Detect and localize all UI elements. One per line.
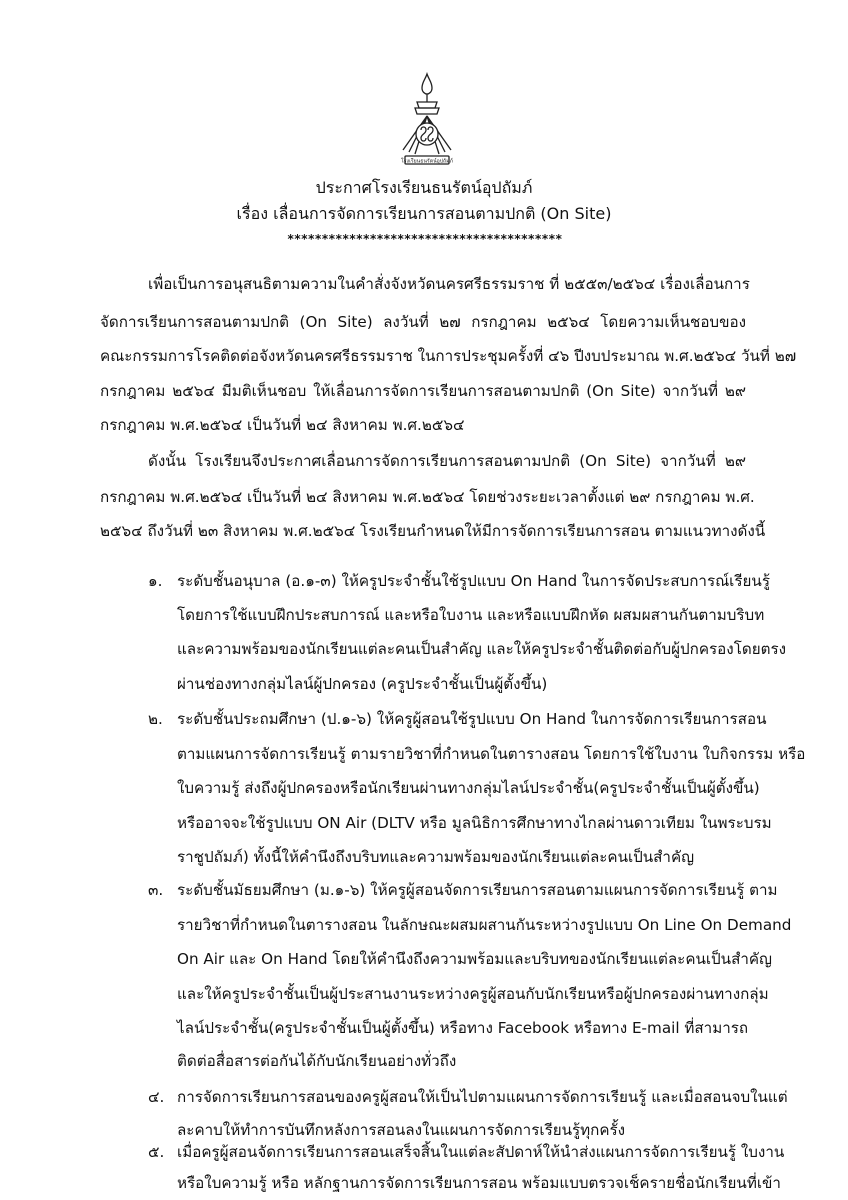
item-line: ระดับชั้นมัธยมศึกษา (ม.๑-๖) ให้ครูผู้สอนจัดการเรียนการสอนตามแผนการจัดการเรียนรู้ ตาม bbox=[177, 881, 778, 899]
item-line: และความพร้อมของนักเรียนแต่ละคนเป็นสำคัญ และให้ครูประจำชั้นติดต่อกับผู้ปกครองโดยตรง bbox=[177, 640, 787, 658]
item-line: ไลน์ประจำชั้น(ครูประจำชั้นเป็นผู้ตั้งขึ้น) หรือทาง Facebook หรือทาง E-mail ที่สามารถ bbox=[177, 1019, 749, 1037]
school-seal-icon bbox=[395, 72, 459, 174]
paragraph-1-line: จัดการเรียนการสอนตามปกติ (On Site) ลงวันที่ ๒๗ กรกฎาคม ๒๕๖๔ โดยความเห็นชอบของ bbox=[100, 313, 746, 331]
announcement-title: ประกาศโรงเรียนธนรัตน์อุปถัมภ์ bbox=[315, 178, 533, 197]
item-line: ตามแผนการจัดการเรียนรู้ ตามรายวิชาที่กำหนดในตารางสอน โดยการใช้ใบงาน ใบกิจกรรม หรือ bbox=[177, 745, 806, 763]
item-line: หรือใบความรู้ หรือ หลักฐานการจัดการเรียนการสอน พร้อมแบบตรวจเช็ครายชื่อนักเรียนที่เข้า bbox=[177, 1174, 781, 1192]
item-number: ๒. bbox=[148, 710, 163, 728]
paragraph-2-line: กรกฎาคม พ.ศ.๒๕๖๔ เป็นวันที่ ๒๔ สิงหาคม พ.ศ.๒๕๖๔ โดยช่วงระยะเวลาตั้งแต่ ๒๙ กรกฎาคม พ.ศ. bbox=[100, 488, 755, 506]
item-line: On Air และ On Hand โดยให้คำนึงถึงความพร้อมและบริบทของนักเรียนแต่ละคนเป็นสำคัญ bbox=[177, 950, 772, 968]
item-line: โดยการใช้แบบฝึกประสบการณ์ และหรือใบงาน และหรือแบบฝึกหัด ผสมผสานกันตามบริบท bbox=[177, 606, 765, 624]
item-number: ๑. bbox=[148, 572, 163, 590]
paragraph-1-line: เพื่อเป็นการอนุสนธิตามความในคำสั่งจังหวัดนครศรีธรรมราช ที่ ๒๕๕๓/๒๕๖๔ เรื่องเลื่อนการ bbox=[148, 275, 750, 293]
item-number: ๕. bbox=[148, 1143, 165, 1161]
paragraph-1-line: กรกฎาคม ๒๕๖๔ มีมติเห็นชอบ ให้เลื่อนการจัดการเรียนการสอนตามปกติ (On Site) จากวันที่ ๒๙ bbox=[100, 382, 746, 400]
item-line: และให้ครูประจำชั้นเป็นผู้ประสานงานระหว่างครูผู้สอนกับนักเรียนหรือผู้ปกครองผ่านทางกลุ่ม bbox=[177, 985, 769, 1003]
item-line: ใบความรู้ ส่งถึงผู้ปกครองหรือนักเรียนผ่านทางกลุ่มไลน์ประจำชั้น(ครูประจำชั้นเป็นผู้ตั้งขึ้น) bbox=[177, 779, 760, 797]
item-line: ผ่านช่องทางกลุ่มไลน์ผู้ปกครอง (ครูประจำชั้นเป็นผู้ตั้งขึ้น) bbox=[177, 675, 548, 693]
item-line: ราชูปถัมภ์) ทั้งนี้ให้คำนึงถึงบริบทและความพร้อมของนักเรียนแต่ละคนเป็นสำคัญ bbox=[177, 848, 695, 866]
item-number: ๓. bbox=[148, 881, 164, 899]
paragraph-1-line: กรกฎาคม พ.ศ.๒๕๖๔ เป็นวันที่ ๒๔ สิงหาคม พ.ศ.๒๕๖๔ bbox=[100, 416, 465, 434]
item-line: หรืออาจจะใช้รูปแบบ ON Air (DLTV หรือ มูลนิธิการศึกษาทางไกลผ่านดาวเทียม ในพระบรม bbox=[177, 814, 772, 832]
item-line: เมื่อครูผู้สอนจัดการเรียนการสอนเสร็จสิ้นในแต่ละสัปดาห์ให้นำส่งแผนการจัดการเรียนรู้ ใบงาน bbox=[177, 1143, 785, 1161]
paragraph-2-line: ดังนั้น โรงเรียนจึงประกาศเลื่อนการจัดการเรียนการสอนตามปกติ (On Site) จากวันที่ ๒๙ bbox=[148, 452, 746, 470]
seal-text: โรงเรียนธนรัตน์อุปถัมภ์ bbox=[400, 158, 454, 165]
announcement-subject: เรื่อง เลื่อนการจัดการเรียนการสอนตามปกติ (On Site) bbox=[236, 204, 612, 223]
paragraph-1-line: คณะกรรมการโรคติดต่อจังหวัดนครศรีธรรมราช ในการประชุมครั้งที่ ๔๖ ปีงบประมาณ พ.ศ.๒๕๖๔ วันที่ ๒๗ bbox=[100, 347, 797, 365]
item-line: ระดับชั้นประถมศึกษา (ป.๑-๖) ให้ครูผู้สอนใช้รูปแบบ On Hand ในการจัดการเรียนการสอน bbox=[177, 710, 767, 728]
item-line: ละคาบให้ทำการบันทึกหลังการสอนลงในแผนการจัดการเรียนรู้ทุกครั้ง bbox=[177, 1121, 626, 1139]
title-separator: **************************************** bbox=[287, 232, 563, 246]
item-line: รายวิชาที่กำหนดในตารางสอน ในลักษณะผสมผสานกันระหว่างรูปแบบ On Line On Demand bbox=[177, 916, 792, 934]
item-number: ๔. bbox=[148, 1088, 165, 1106]
item-line: การจัดการเรียนการสอนของครูผู้สอนให้เป็นไปตามแผนการจัดการเรียนรู้ และเมื่อสอนจบในแต่ bbox=[177, 1088, 788, 1106]
paragraph-2-line: ๒๕๖๔ ถึงวันที่ ๒๓ สิงหาคม พ.ศ.๒๕๖๔ โรงเรียนกำหนดให้มีการจัดการเรียนการสอน ตามแนวทางดังนี้ bbox=[100, 522, 766, 540]
item-line: ติดต่อสื่อสารต่อกันได้กับนักเรียนอย่างทั่วถึง bbox=[177, 1052, 457, 1070]
item-line: ระดับชั้นอนุบาล (อ.๑-๓) ให้ครูประจำชั้นใช้รูปแบบ On Hand ในการจัดประสบการณ์เรียนรู้ bbox=[177, 572, 770, 590]
